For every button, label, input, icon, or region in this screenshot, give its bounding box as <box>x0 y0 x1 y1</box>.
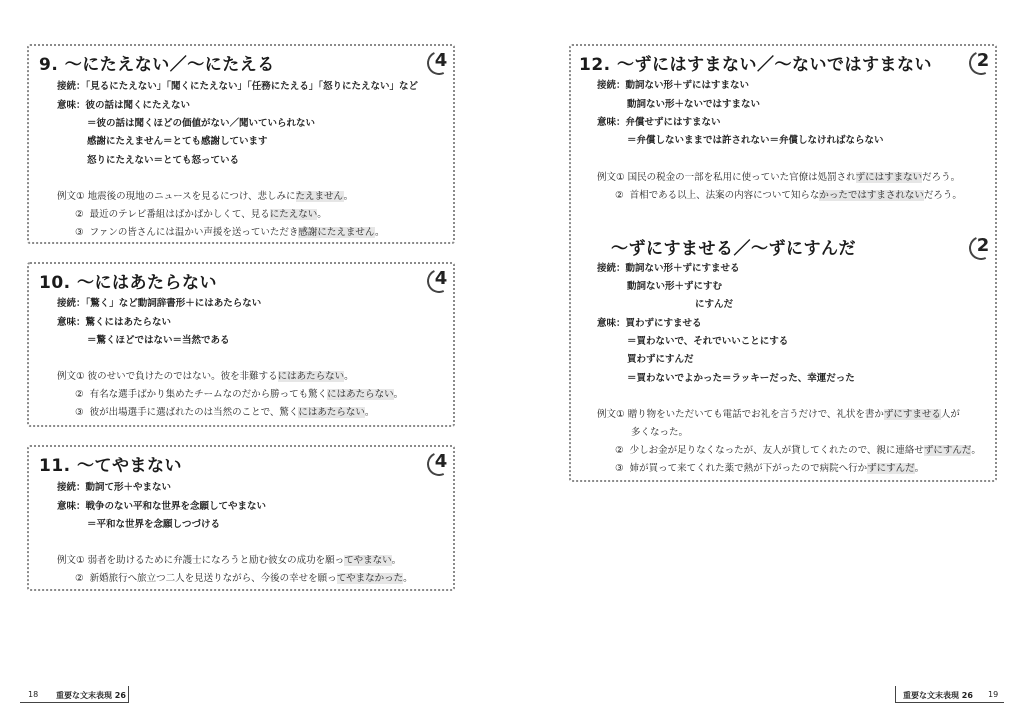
connection-line: 接続：動詞て形＋やまない <box>57 482 172 493</box>
section-9-box <box>27 44 455 244</box>
example-2: ② 少しお金が足りなくなったが、友人が貸してくれたので、親に連絡せずにすんだ。 <box>615 445 981 456</box>
section-10-box <box>27 262 455 427</box>
connection-line: 接続：動詞ない形＋ずにすませる <box>597 263 740 274</box>
page-number-left: 18 <box>28 690 39 699</box>
example-3: ③ ファンの皆さんには温かい声援を送っていただき感謝にたえません。 <box>75 227 385 238</box>
example-2: ② 最近のテレビ番組はばかばかしくて、見るにたえない。 <box>75 209 327 220</box>
level-badge-icon: 2 <box>971 49 995 73</box>
connection-line-3: にすんだ <box>695 299 734 310</box>
section-11-title: 11. 〜てやまない <box>39 456 183 476</box>
connection-line: 接続：「驚く」など動詞辞書形＋にはあたらない <box>57 298 262 309</box>
meaning-line-2: ＝弁償しないままでは許されない＝弁償しなければならない <box>627 135 884 146</box>
meaning-line-4: ＝買わないでよかった＝ラッキーだった、幸運だった <box>627 373 855 384</box>
level-badge-icon: 4 <box>429 49 453 73</box>
level-badge-icon: 4 <box>429 450 453 474</box>
meaning-line-2: ＝彼の話は聞くほどの価値がない／聞いていられない <box>87 118 316 129</box>
meaning-line: 意味：弁償せずにはすまない <box>597 117 721 128</box>
section-12-box <box>569 44 997 482</box>
section-11-box <box>27 445 455 591</box>
section-9-title: 9. 〜にたえない／〜にたえる <box>39 55 275 75</box>
meaning-line-2: ＝買わないで、それでいいことにする <box>627 336 789 347</box>
example-1: 例文① 弱者を助けるために弁護士になろうと励む彼女の成功を願ってやまない。 <box>57 555 402 566</box>
example-2: ② 有名な選手ばかり集めたチームなのだから勝っても驚くにはあたらない。 <box>75 389 404 400</box>
section-12b-title: 〜ずにすませる／〜ずにすんだ <box>611 239 856 259</box>
meaning-line-3: 買わずにすんだ <box>627 354 694 365</box>
example-2: ② 首相である以上、法案の内容について知らなかったではすまされないだろう。 <box>615 190 962 201</box>
section-12-title: 12. 〜ずにはすまない／〜ないではすまない <box>579 55 933 75</box>
meaning-line: 意味：戦争のない平和な世界を念願してやまない <box>57 501 267 512</box>
example-1: 例文① 彼のせいで負けたのではない。彼を非難するにはあたらない。 <box>57 371 354 382</box>
connection-line: 接続：動詞ない形＋ずにはすまない <box>597 80 750 91</box>
meaning-line-4: 怒りにたえない＝とても怒っている <box>87 155 240 166</box>
connection-line: 接続：「見るにたえない」「聞くにたえない」「任務にたえる」「怒りにたえない」など <box>57 81 419 92</box>
example-1: 例文① 贈り物をいただいても電話でお礼を言うだけで、礼状を書かずにすませる人が <box>597 409 960 420</box>
example-3: ③ 姉が買って来てくれた薬で熱が下がったので病院へ行かずにすんだ。 <box>615 463 925 474</box>
example-1: 例文① 国民の税金の一部を私用に使っていた官僚は処罰されずにはすまないだろう。 <box>597 172 961 183</box>
example-1: 例文① 地震後の現地のニュースを見るにつけ、悲しみにたえません。 <box>57 191 354 202</box>
example-2: ② 新婚旅行へ旅立つ二人を見送りながら、今後の幸せを願ってやまなかった。 <box>75 573 413 584</box>
footer-title-left: 重要な文末表現 26 <box>56 691 126 700</box>
meaning-line: 意味：買わずにすませる <box>597 318 702 329</box>
meaning-line: 意味：驚くにはあたらない <box>57 317 172 328</box>
level-badge-icon: 4 <box>429 267 453 291</box>
connection-line-2: 動詞ない形＋ずにすむ <box>627 281 723 292</box>
footer-title-right: 重要な文末表現 26 <box>903 691 973 700</box>
page-number-right: 19 <box>988 690 999 699</box>
level-badge-icon: 2 <box>971 234 995 258</box>
connection-line-2: 動詞ない形＋ないではすまない <box>627 99 761 110</box>
example-3: ③ 彼が出場選手に選ばれたのは当然のことで、驚くにはあたらない。 <box>75 407 375 418</box>
meaning-line: 意味：彼の話は聞くにたえない <box>57 100 191 111</box>
meaning-line-3: 感謝にたえません＝とても感謝しています <box>87 136 268 147</box>
meaning-line-2: ＝平和な世界を念願しつづける <box>87 519 221 530</box>
section-10-title: 10. 〜にはあたらない <box>39 273 218 293</box>
meaning-line-2: ＝驚くほどではない＝当然である <box>87 335 230 346</box>
example-1-continued: 多くなった。 <box>631 427 689 438</box>
